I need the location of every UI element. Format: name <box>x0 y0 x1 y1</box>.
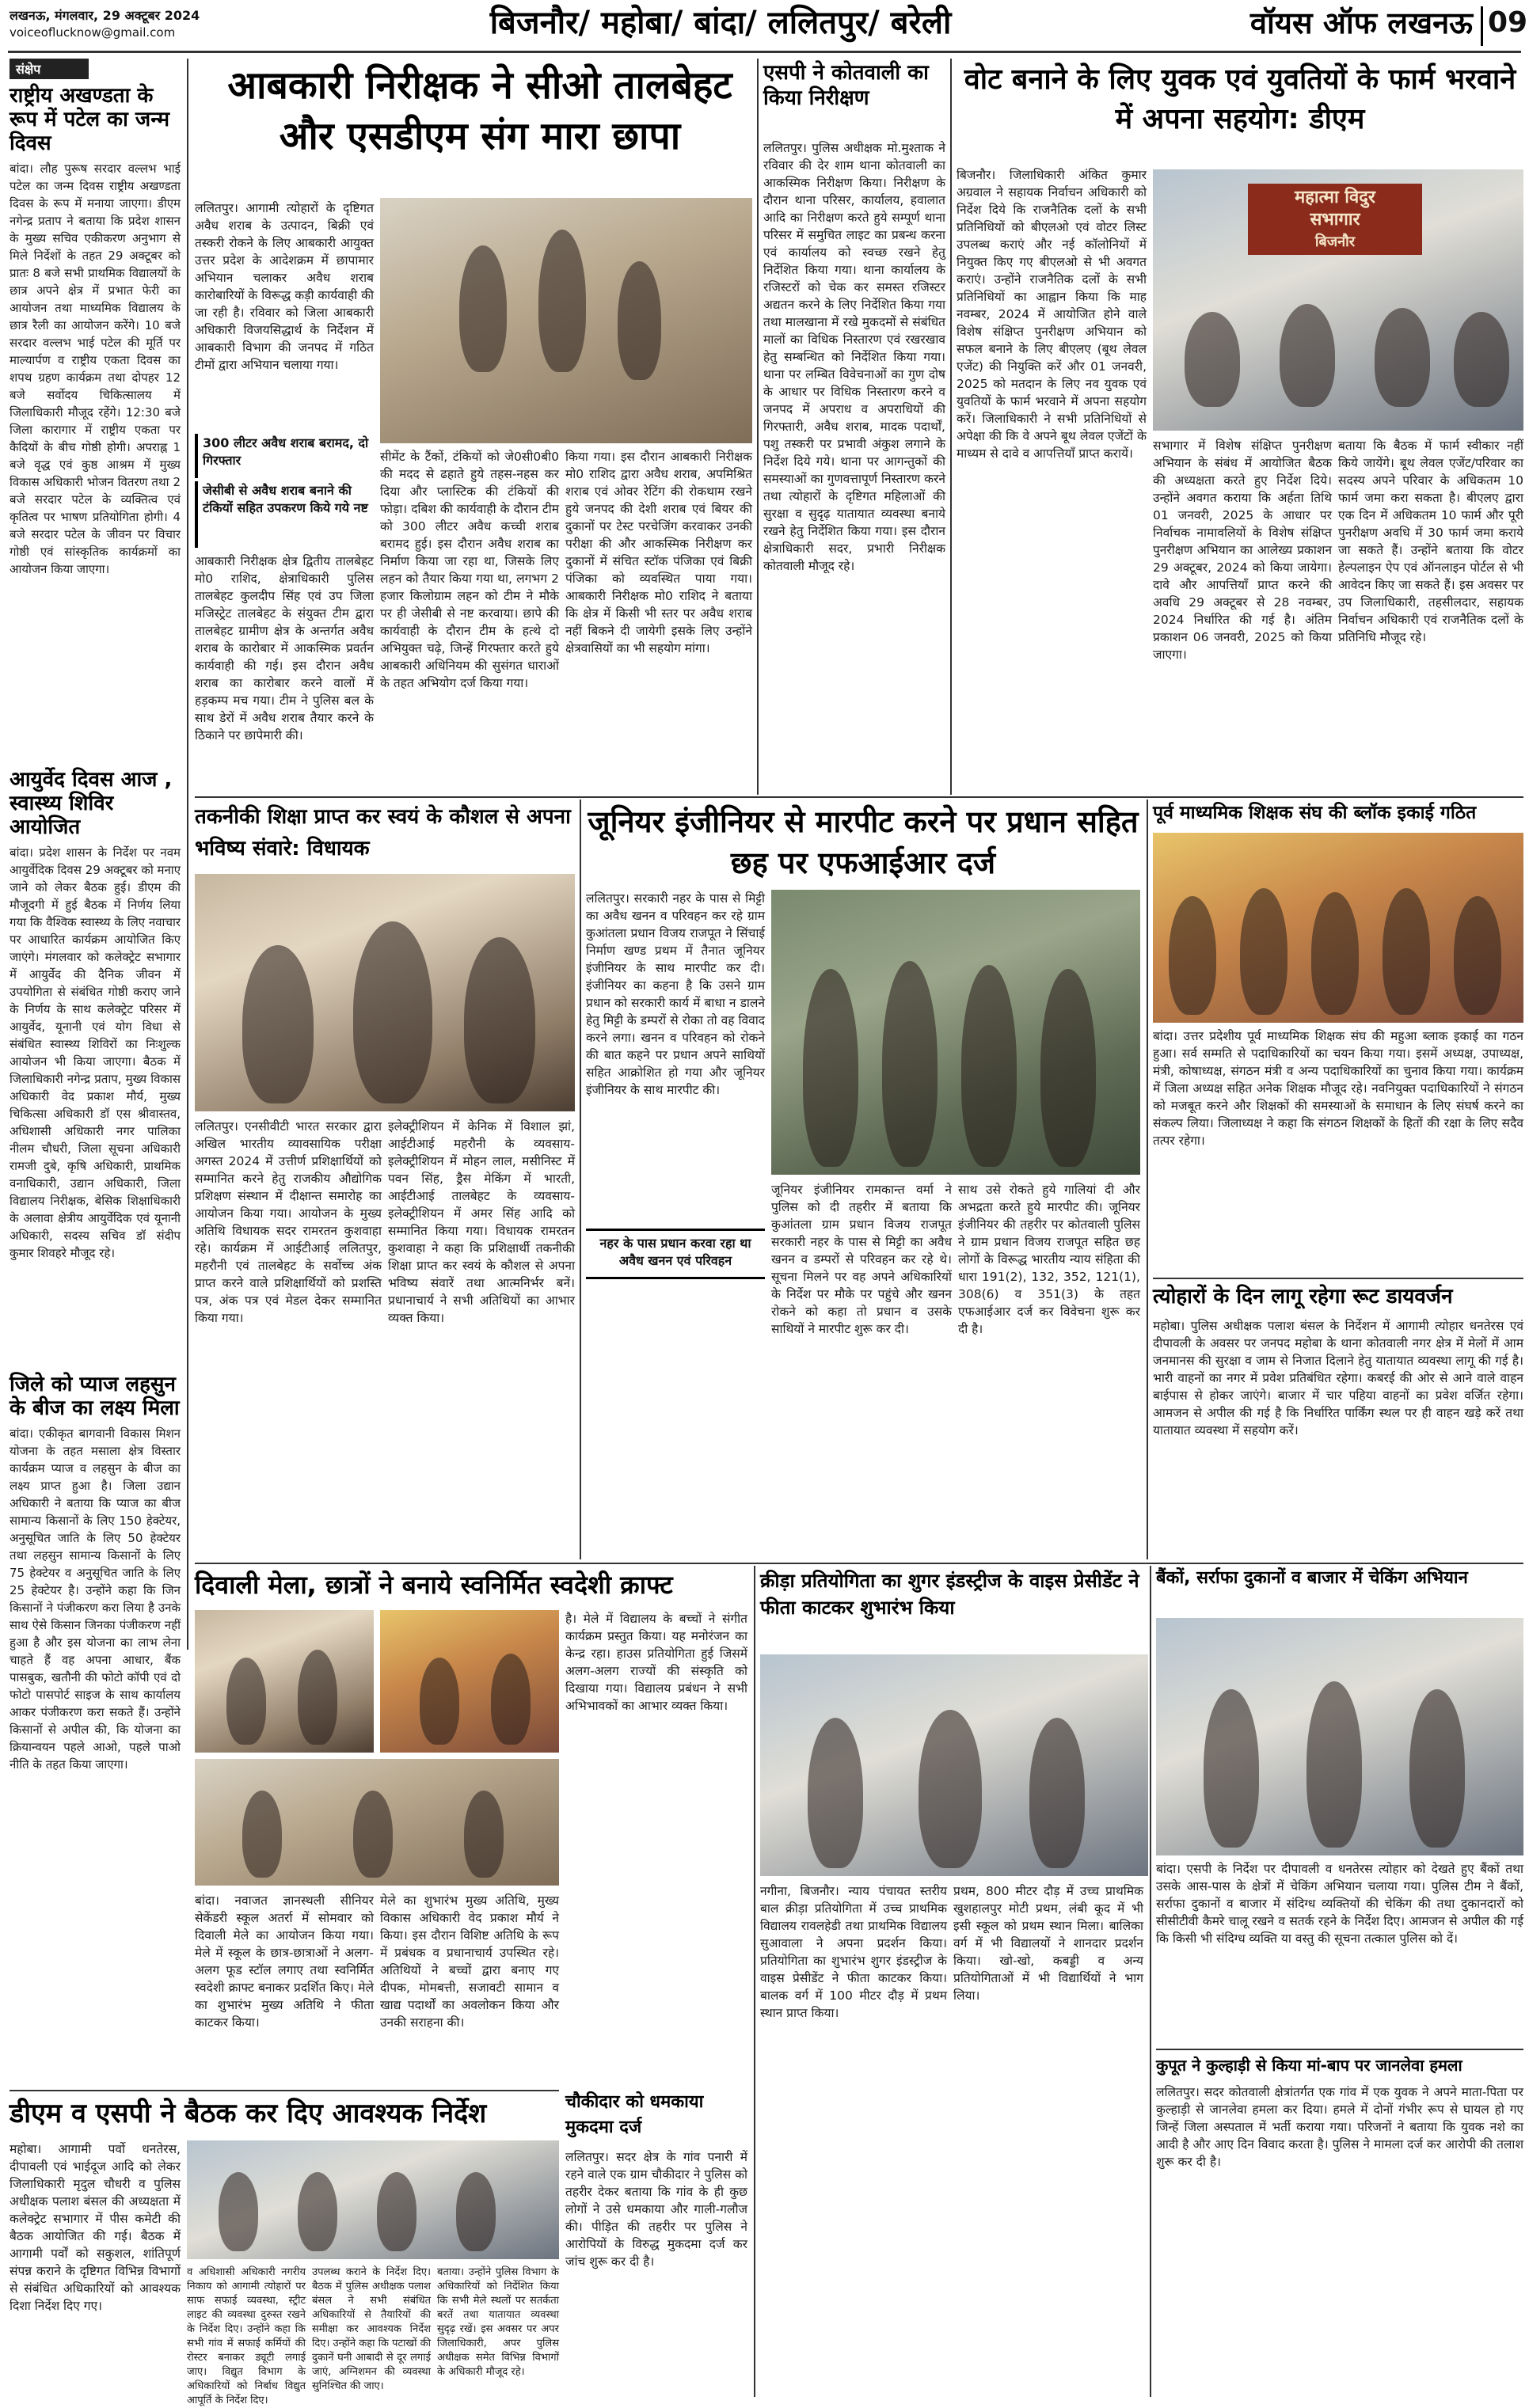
checking-body: बांदा। एसपी के निर्देश पर दीपावली व धनतेरस त्योहार को देखते हुए बैंकों तथा उसके आस-पास के क्षेत्रों में चेकिंग अभियान चलाया गया। पुलिस टीम ने बैंकों, सर्राफा दुकानों व बाजार में संदिग्ध व्यक्तियों की चेकिंग की तथा दुकानदारों को सीसीटीवी कैमरे चालू रखने व सतर्क रहने के निर्देश दिए। आमजन से अपील की गई कि किसी भी संदिग्ध व्यक्ति या वस्तु की सूचना तत्काल पुलिस को दें। <box>1156 1862 1523 1946</box>
rule-route <box>1153 1278 1523 1279</box>
chowkidar-body: ललितपुर। सदर क्षेत्र के गांव पनारी में रहने वाले एक ग्राम चौकीदार ने पुलिस को तहरीर देकर बताया कि गांव के ही कुछ लोगों ने उसे धमकाया और गाली-गलौज की। पीड़ित की तहरीर पर पुलिस ने आरोपियों के विरुद्ध मुकदमा दर्ज कर जांच शुरू कर दी है। <box>565 2150 747 2269</box>
sports-col2: प्रथम, 800 मीटर दौड़ में उच्च प्राथमिक खुशहालपुर मोटी प्रथम, लंबी कूद में भी इसी स्कूल को प्रथम स्थान मिला। बालिका वर्ग में भी विद्यालयों ने शानदार प्रदर्शन किया। खो-खो, कबड्डी व अन्य प्रतियोगिताओं में भी विद्यार्थियों ने भाग लिया। <box>953 1884 1143 2003</box>
sp-body: ललितपुर। पुलिस अधीक्षक मो.मुश्ताक ने रविवार की देर शाम थाना कोतवाली का आकस्मिक निरीक्षण किया। निरीक्षण के दौरान थाना परिसर, कार्यालय, हवालात आदि का निरीक्षण करते हुये सम्पूर्ण थाना परिसर में समुचित लाइट का प्रबन्ध करना एवं कार्यालय को स्वच्छ रखने हेतु निर्देशित किया गया। थाना कार्यालय के रजिस्टरों को चेक कर समस्त रजिस्टर अद्यतन करने के लिए निर्देशित किया गया तथा मालखाना में रखे मुकदमों से संबंधित मालों का विधिक निस्तारण एवं रखरखाव हेतु सम्बन्धित को निर्देशित किया गया। थाना पर लम्बित विवेचनाओं का गुण दोष के आधार पर विधिक निस्तारण करने व जनपद में अपराध व अपराधियों की गिरफ्तारी, अवैध शराब, मादक पदार्थों, पशु तस्करी पर प्रभावी अंकुश लगाने के निर्देश दिये गये। थाना पर आगन्तुकों की समस्याओं का गुणवत्तापूर्ण निस्तारण करने तथा त्योहारों के दृष्टिगत महिलाओं की सुरक्षा व सुदृढ़ यातायात व्यवस्था बनाये रखने हेतु निर्देशित किया गया। इस दौरान क्षेत्राधिकारी सदर, प्रभारी निरीक्षक कोतवाली मौजूद रहे। <box>763 141 945 573</box>
vote-banner-line2: सभागार <box>1310 210 1360 230</box>
excise-divider <box>757 59 759 795</box>
checking-headline: बैंकों, सर्राफा दुकानों व बाजार में चेकिंग अभियान <box>1156 1568 1468 1588</box>
diwali-photo-1 <box>195 1610 374 1753</box>
diwali-col1: बांदा। नवाजत ज्ञानस्थली सीनियर सेकेंडरी स्कूल अतर्रा में सोमवार को दिवाली मेले का आयोजन किया गया। मेले में स्कूल के छात्र-छात्राओं ने अलग-अलग फूड स्टॉल लगाए तथा स्वनिर्मित स्वदेशी क्राफ्ट बनाकर प्रदर्शित किए। मेले का शुभारंभ मुख्य अतिथि ने फीता काटकर किया। <box>195 1893 374 2030</box>
sports-photo <box>760 1654 1148 1876</box>
rule-dmsp <box>10 2090 559 2091</box>
skill-divider <box>580 800 581 1559</box>
brief-title-2: आयुर्वेद दिवस आज , स्वास्थ्य शिविर आयोजित <box>10 768 173 839</box>
skill-col1: ललितपुर। एनसीवीटी भारत सरकार द्वारा अखिल भारतीय व्यावसायिक परीक्षा अगस्त 2024 में उत्तीर्ण प्रशिक्षार्थियों को सम्मानित करने हेतु राजकीय औद्योगिक प्रशिक्षण संस्थान में दीक्षान्त समारोह का आयोजन किया गया। आयोजन के मुख्य अतिथि विधायक सदर रामरतन कुशवाहा रहे। कार्यक्रम में आईटीआई ललितपुर, महरौनी एवं तालबेहट के सर्वोच्च अंक प्राप्त करने वाले प्रशिक्षार्थियों को प्रशस्ति पत्र, अंक पत्र एवं मेडल देकर सम्मानित किया गया। <box>195 1119 382 1325</box>
brief-body-3: बांदा। एकीकृत बागवानी विकास मिशन योजना के तहत मसाला क्षेत्र विस्तार कार्यक्रम प्याज व लहसुन के बीज का लक्ष्य प्राप्त हुआ है। जिला उद्यान अधिकारी ने बताया कि प्याज का बीज सामान्य किसानों के लिए 150 हेक्टेयर, अनुसूचित जाति के लिए 50 हेक्टेयर तथा लहसुन सामान्य किसानों के लिए 75 हेक्टेयर व अनुसूचित जाति के लिए 25 हेक्टेयर है। उन्होंने कहा कि जिन किसानों ने पंजीकरण करा लिया है उनके साथ ऐसे किसान जिनका पंजीकरण नहीं हुआ है और इस योजना का लाभ लेना चाहते हैं वह अपना आधार, बैंक पासबुक, खतौनी की फोटो कॉपी एवं दो फोटो पासपोर्ट साइज के साथ कार्यालय आकर पंजीकरण करा सकते हैं। उन्होंने किसानों से अपील की, कि योजना का क्रियान्वयन पहले आओ, पहले पाओ नीति के तहत किया जाएगा। <box>10 1426 181 1772</box>
sports-divider <box>1150 1566 1151 2397</box>
sp-headline: एसपी ने कोतवाली का किया निरीक्षण <box>763 61 929 110</box>
diwali-divider <box>754 1566 755 2397</box>
brief-body-1: बांदा। लौह पुरूष सरदार वल्लभ भाई पटेल का जन्म दिवस राष्ट्रीय अखण्डता दिवस के रूप में मनाया जाएगा। डीएम नगेन्द्र प्रताप ने बताया कि प्रदेश शासन के मुख्य सचिव एकीकरण अनुभाग से मिले निर्देशों के तहत 29 अक्टूबर को प्रातः 8 बजे सभी प्राथमिक विद्यालयों के छात्र अपने क्षेत्र में प्रभात फेरी का आयोजन तथा माध्यमिक विद्यालय के छात्र रैली का आयोजन करेंगे। 10 बजे सरदार वल्लभ भाई पटेल की मूर्ति पर माल्यार्पण व राष्ट्रीय एकता दिवस का शपथ ग्रहण कार्यक्रम तथा दोपहर 12 बजे सर्वोदय चिकित्सालय में जिलाधिकारी मौजूद रहेंगे। 12:30 बजे जिला कारागार में राष्ट्रीय एकता पर कैदियों के बीच गोष्ठी होगी। अपराह्न 1 बजे वृद्ध एवं कुष्ठ आश्रम में मुख्य विकास अधिकारी भोजन वितरण तथा 2 बजे सरदार पटेल के व्यक्तित्व एवं कृतित्व पर भाषण प्रतियोगिता होगी। 4 बजे सरदार पटेल के जीवन पर विचार गोष्ठी एवं सांस्कृतिक कार्यक्रमों का आयोजन किया जाएगा। <box>10 161 181 576</box>
dmsp-photo <box>187 2140 559 2259</box>
excise-caption1: 300 लीटर अवैध शराब बरामद, दो गिरफ्तार <box>195 434 374 478</box>
vote-photo <box>1153 169 1523 431</box>
vote-headline: वोट बनाने के लिए युवक एवं युवतियों के फार्म भरवाने में अपना सहयोग: डीएम <box>964 63 1516 135</box>
vote-banner-line3: बिजनौर <box>1314 234 1356 250</box>
diwali-col2: मेले का शुभारंभ मुख्य अतिथि, मुख्य विकास अधिकारी वेद प्रकाश मौर्य ने किया। इस दौरान विशिष्ट अतिथि के रूप में प्रबंधक व प्रधानाचार्य उपस्थित रहे। अतिथियों ने बच्चों द्वारा बनाए गए दीपक, मोमबत्ती, सजावटी सामान व खाद्य पदार्थों का अवलोकन किया और उनकी सराहना की। <box>380 1893 559 2030</box>
dmsp-col1: महोबा। आगामी पर्वो धनतेरस, दीपावली एवं भाईदूज आदि को लेकर जिलाधिकारी मृदुल चौधरी व पुलिस अधीक्षक पलाश बंसल की अध्यक्षता में कलेक्ट्रेट सभागार में पीस कमेटी की बैठक आयोजित की गई। बैठक में आगामी पर्वों को सकुशल, शांतिपूर्ण संपन्न कराने के दृष्टिगत विभिन्न विभागों से संबंधित अधिकारियों को आवश्यक दिशा निर्देश दिए गए। <box>10 2142 181 2313</box>
shikshak-headline: पूर्व माध्यमिक शिक्षक संघ की ब्लॉक इकाई गठित <box>1153 803 1477 823</box>
excise-photo-raid <box>380 198 752 443</box>
diwali-headline: दिवाली मेला, छात्रों ने बनाये स्वनिर्मित स्वदेशी क्राफ्ट <box>195 1570 673 1600</box>
je-col3: साथ उसे रोकते हुये गालियां दी और अभद्रता करते हुये मारपीट की। जूनियर इंजीनियर की तहरीर पर कोतवाली पुलिस ने ग्राम प्रधान विजय राजपूत सहित छह लोगों के विरूद्ध भारतीय न्याय संहिता की धारा 191(2), 132, 352, 121(1), 308(6) व 351(3) के तहत एफआईआर दर्ज कर विवेचना शुरू कर दी है। <box>958 1183 1140 1336</box>
sports-headline: क्रीड़ा प्रतियोगिता का शुगर इंडस्ट्रीज के वाइस प्रेसीडेंट ने फीता काटकर शुभारंभ किया <box>760 1570 1139 1619</box>
je-divider <box>1147 800 1148 1559</box>
sports-col1: नगीना, बिजनौर। न्याय पंचायत स्तरीय बाल क्रीड़ा प्रतियोगिता में उच्च प्राथमिक विद्यालय रावलहेडी तथा प्राथमिक विद्यालय सुआवाला ने अपना प्रदर्शन किया। प्रतियोगिता का शुभारंभ शुगर इंडस्ट्रीज के वाइस प्रेसीडेंट ने फीता काटकर किया। बालक वर्ग में 100 मीटर दौड़ में प्रथम स्थान प्राप्त किया। <box>760 1884 947 2020</box>
vote-col3: बताया कि बैठक में फार्म स्वीकार नहीं किये जायेंगे। बूथ लेवल एजेंट/परिवार का सदस्य अपने परिवार के अधिकतम 10 फार्म जमा करा सकता है। बीएलए द्वारा एक दिन में अधिकतम 10 फार्म और पूरी पुनरीक्षण अवधि में 30 फार्म जमा कराये जा सकते हैं। उन्होंने बताया कि वोटर हेल्पलाइन ऐप एवं ऑनलाइन पोर्टल से भी आवेदन किए जा सकते हैं। इस अवसर पर उप जिलाधिकारी, तहसीलदार, सहायक निर्वाचन अधिकारी एवं राजनैतिक दलों के प्रतिनिधि मौजूद रहे। <box>1338 439 1523 644</box>
kupoot-body: ललितपुर। सदर कोतवाली क्षेत्रांतर्गत एक गांव में एक युवक ने अपने माता-पिता पर कुल्हाड़ी से जानलेवा हमला कर दिया। हमले में दोनों गंभीर रूप से घायल हो गए जिन्हें जिला अस्पताल में भर्ती कराया गया। परिजनों ने बताया कि युवक नशे का आदी है और आए दिन विवाद करता है। पुलिस ने मामला दर्ज कर आरोपी की तलाश शुरू कर दी है। <box>1156 2085 1523 2169</box>
je-caption: नहर के पास प्रधान करवा रहा था अवैध खनन एवं परिवहन <box>586 1229 765 1279</box>
excise-headline: आबकारी निरीक्षक ने सीओ तालबेहट और एसडीएम संग मारा छापा <box>227 63 732 158</box>
je-photo <box>771 890 1140 1175</box>
excise-col1: ललितपुर। आगामी त्योहारों के दृष्टिगत अवैध शराब के उत्पादन, बिक्री एवं तस्करी रोकने के लिए आबकारी आयुक्त उत्तर प्रदेश के आदेशक्रम में छापामार अभियान चलाकर अवैध शराब कारोबारियों के विरूद्ध कड़ी कार्यवाही की जा रही है। रविवार को जिला आबकारी अधिकारी विजयसिद्धार्थ के निर्देशन में आबकारी विभाग की जनपद में गठित टीमों द्वारा अभियान चलाया गया। <box>195 201 375 372</box>
excise-col1b: आबकारी निरीक्षक क्षेत्र द्वितीय तालबेहट मो0 राशिद, क्षेत्राधिकारी पुलिस तालबेहट कुलदीप सिंह एवं उप जिला मजिस्ट्रेट तालबेहट के संयुक्त टीम द्वारा तालबेहट ग्रामीण क्षेत्र के अन्तर्गत अवैध शराब के कारोबार में आकस्मिक प्रवर्तन कार्यवाही की गई। इस दौरान अवैध शराब का कारोबार करने वालों में हड़कम्प मच गया। टीम ने पुलिस बल के साथ डेरों में अवैध शराब तैयार करने के ठिकाने पर छापेमारी की। <box>195 554 374 743</box>
shikshak-body: बांदा। उत्तर प्रदेशीय पूर्व माध्यमिक शिक्षक संघ की महुआ ब्लाक इकाई का गठन हुआ। सर्व सम्मति से पदाधिकारियों का चयन किया गया। इसमें अध्यक्ष, उपाध्यक्ष, मंत्री, कोषाध्यक्ष, संगठन मंत्री व अन्य पदाधिकारियों का चुनाव किया गया। कार्यक्रम में जिला अध्यक्ष सहित अनेक शिक्षक मौजूद रहे। नवनियुक्त पदाधिकारियों ने संगठन को मजबूत करने और शिक्षकों की समस्याओं के समाधान के लिए संघर्ष करने का संकल्प लिया। जिलाध्यक्ष ने कहा कि संगठन शिक्षकों के हितों की रक्षा के लिए सदैव तत्पर रहेगा। <box>1153 1029 1523 1148</box>
dmsp-col4: बताया। उन्होंने पुलिस विभाग के अधिकारियों को निर्देशित किया कि सभी मेले स्थलों पर सतर्कता बरतें तथा यातायात व्यवस्था सुदृढ़ रखें। इस अवसर पर अपर जिलाधिकारी, अपर पुलिस अधीक्षक समेत विभिन्न विभागों के अधिकारी मौजूद रहे। <box>437 2266 559 2378</box>
dmsp-col3: उपलब्ध कराने के निर्देश दिए। बैठक में पुलिस अधीक्षक पलाश बंसल ने सभी संबंधित अधिकारियों से तैयारियों की समीक्षा कर आवश्यक निर्देश दिए। उन्होंने कहा कि पटाखों की दुकानें घनी आबादी से दूर लगाई जाएं, अग्निशमन की व्यवस्था सुनिश्चित की जाए। <box>312 2266 431 2392</box>
je-col2: जूनियर इंजीनियर रामकान्त वर्मा ने पुलिस को दी तहरीर में बताया कि कुआंतला ग्राम प्रधान विजय राजपूत सरकारी नहर के पास से मिट्टी का अवैध खनन व डम्परों से परिवहन कर रहे थे। सूचना मिलने पर वह अपने अधिकारियों के निर्देश पर मौके पर पहुंचे और खनन रोकने को कहा तो प्रधान व उसके साथियों ने मारपीट शुरू कर दी। <box>771 1183 952 1336</box>
masthead-rule <box>8 51 1521 53</box>
brief-label: संक्षेप <box>10 59 89 79</box>
brief-divider <box>187 59 188 1650</box>
vote-photo-banner <box>1248 184 1422 255</box>
skill-headline: तकनीकी शिक्षा प्राप्त कर स्वयं के कौशल से अपना भविष्य संवारे: विधायक <box>195 805 571 860</box>
diwali-photo-3 <box>195 1759 559 1886</box>
brief-body-2: बांदा। प्रदेश शासन के निर्देश पर नवम आयुर्वेदिक दिवस 29 अक्टूबर को मनाए जाने को लेकर बैठक हुई। डीएम की मौजूदगी में हुई बैठक में निर्णय लिया गया कि वैश्विक स्वास्थ्य के लिए नवाचार पर आधारित कार्यक्रम आयोजित किए जाएंगे। मंगलवार को कलेक्ट्रेट सभागार में आयुर्वेद की दैनिक जीवन में उपयोगिता से संबंधित गोष्ठी कराए जाने के निर्णय के साथ कलेक्ट्रेट परिसर में आयुर्वेद, यूनानी एवं योग विधा से संबंधित स्वास्थ्य शिविरों का निःशुल्क आयोजन भी किया जाएगा। बैठक में जिलाधिकारी नगेन्द्र प्रताप, मुख्य विकास अधिकारी वेद प्रकाश मौर्य, मुख्य चिकित्सा अधिकारी डॉ एस श्रीवास्तव, अधिशासी अधिकारी नगर पालिका नीलम चौधरी, जिला सूचना अधिकारी रामजी दुबे, कृषि अधिकारी, प्राथमिक वनाधिकारी, उद्यान अधिकारी, जिला विद्यालय निरीक्षक, बेसिक शिक्षाधिकारी के अलावा क्षेत्रीय आयुर्वेदिक एवं यूनानी अधिकारी, सदस्य सचिव डॉ संदीप कुमार शिवहरे मौजूद रहे। <box>10 845 181 1260</box>
brief-column <box>10 84 181 2395</box>
je-col1: ललितपुर। सरकारी नहर के पास से मिट्टी का अवैध खनन व परिवहन कर रहे ग्राम कुआंतला प्रधान विजय राजपूत ने सिंचाई निर्माण खण्ड प्रथम में तैनात जूनियर इंजीनियर के साथ मारपीट कर दी। इंजीनियर का कहना है कि उसने ग्राम प्रधान को सरकारी कार्य में बाधा न डालने हेतु मिट्टी के डम्परों से रोका तो वह विवाद करने लगा। खनन व परिवहन को रोकने की बात कहने पर प्रधान अपने साथियों सहित आक्रोशित हो गया और जूनियर इंजीनियर के साथ मारपीट की। <box>586 891 765 1097</box>
chowkidar-headline: चौकीदार को धमकाया मुकदमा दर्ज <box>565 2092 704 2137</box>
checking-photo <box>1156 1618 1523 1855</box>
excise-caption2: जेसीबी से अवैध शराब बनाने की टंकियों सहित उपकरण किये गये नष्ट <box>195 481 374 548</box>
vote-banner-line1: महात्मा विदुर <box>1295 188 1375 207</box>
route-body: महोबा। पुलिस अधीक्षक पलाश बंसल के निर्देशन में आगामी त्योहार धनतेरस एवं दीपावली के अवसर पर जनपद महोबा के थाना कोतवाली नगर क्षेत्र में मेलों में आम जनमानस की सुरक्षा व जाम से निजात दिलाने हेतु यातायात व्यवस्था लागू की गई है। भारी वाहनों का नगर में प्रवेश प्रतिबंधित रहेगा। कबरई की ओर से आने वाले वाहन बाईपास से होकर जाएंगे। बाजार में चार पहिया वाहनों का प्रवेश वर्जित रहेगा। आमजन से अपील की गई है कि निर्धारित पार्किंग स्थल पर ही वाहन खड़े करें तथा यातायात व्यवस्था में सहयोग करें। <box>1153 1319 1523 1438</box>
paper-name: वॉयस ऑफ लखनऊ <box>1249 6 1473 40</box>
section-title: बिजनौर/ महोबा/ बांदा/ ललितपुर/ बरेली <box>489 5 952 41</box>
masthead-email[interactable]: voiceoflucknow@gmail.com <box>10 25 176 40</box>
brief-title-3: जिले को प्याज लहसुन के बीज का लक्ष्य मिला <box>10 1373 180 1420</box>
vote-col2: सभागार में विशेष संक्षिप्त पुनरीक्षण अभियान के संबंध में आयोजित बैठक की अध्यक्षता करते हुए निर्देश दिये। उन्होंने अवगत कराया कि अर्हता तिथि 01 जनवरी, 2025 के आधार पर निर्वाचक नामावलियों के विशेष संक्षिप्त पुनरीक्षण अभियान का आलेख्य प्रकाशन 29 अक्टूबर, 2024 को किया जायेगा। दावे और आपत्तियाँ प्राप्त करने की अवधि 29 अक्टूबर से 28 नवम्बर, 2024 निर्धारित की गई है। अंतिम प्रकाशन 06 जनवरी, 2025 को किया जाएगा। <box>1153 439 1332 662</box>
rule-row1 <box>195 796 1523 798</box>
brief-title-1: राष्ट्रीय अखण्डता के रूप में पटेल का जन्म दिवस <box>10 84 170 155</box>
skill-col2: इलेक्ट्रीशियन में केनिक में विशाल झां, आईटीआई महरौनी के व्यवसाय-इलेक्ट्रीशियन में मोहन लाल, मसीनिस्ट में पवन सिंह, ड्रैस मेकिंग में भारती, आईटीआई तालबेहट के व्यवसाय-इलेक्ट्रीशियन में अमर सिंह आदि को सम्मानित किया गया। विधायक रामरतन कुशवाहा ने कहा कि प्रशिक्षार्थी तकनीकी शिक्षा प्राप्त कर स्वयं के कौशल से अपना भविष्य संवारें तथा आत्मनिर्भर बनें। प्रधानाचार्य ने सभी अतिथियों का आभार व्यक्त किया। <box>388 1119 575 1325</box>
kupoot-headline: कुपूत ने कुल्हाड़ी से किया मां-बाप पर जानलेवा हमला <box>1156 2056 1462 2075</box>
je-headline: जूनियर इंजीनियर से मारपीट करने पर प्रधान सहित छह पर एफआईआर दर्ज <box>588 804 1139 880</box>
sp-divider <box>950 59 952 795</box>
route-headline: त्योहारों के दिन लागू रहेगा रूट डायवर्जन <box>1153 1285 1453 1308</box>
diwali-col3: है। मेले में विद्यालय के बच्चों ने संगीत कार्यक्रम प्रस्तुत किया। यह मनोरंजन का केन्द्र रहा। हाउस प्रतियोगिता हुई जिसमें अलग-अलग राज्यों की संस्कृति को दिखाया गया। विद्यालय प्रबंधन ने सभी अभिभावकों का आभार व्यक्त किया। <box>565 1612 747 1713</box>
rule-kupoot <box>1156 2049 1523 2050</box>
vote-col1: बिजनौर। जिलाधिकारी अंकित कुमार अग्रवाल ने सहायक निर्वाचन अधिकारी को निर्देश दिये कि राजनैतिक दलों के सभी प्रतिनिधियों को बीएलओ एवं वोटर लिस्ट उपलब्ध कराएं और नई कॉलोनियों में नियुक्त किए गए बीएलओ से भी अवगत कराएं। उन्होंने राजनैतिक दलों के सभी प्रतिनिधियों का आह्वान किया कि माह नवम्बर, 2024 में आयोजित होने वाले विशेष संक्षिप्त पुनरीक्षण अभियान को सफल बनाने के लिए बीएलए (बूथ लेवल एजेंट) की नियुक्ति करें और 01 जनवरी, 2025 को मतदान के लिए नव युवक एवं युवतियों के फार्म भरवाने में अपना सहयोग करें। जिलाधिकारी ने सभी प्रतिनिधियों से अपेक्षा की कि वे अपने बूथ लेवल एजेंटों के माध्यम से दावे व आपत्तियाँ प्राप्त करायें। <box>957 168 1147 461</box>
page-number: 09 <box>1481 6 1525 46</box>
skill-photo <box>195 874 575 1111</box>
excise-col2: सीमेंट के टैंकों, टंकियों को जे0सी0बी0 की मदद से ढहाते हुये तहस-नहस कर दिया और प्लास्टिक की टंकियों की फोड़ा। दबिश की कार्यवाही के दौरान टीम को 300 लीटर अवैध कच्ची शराब बरामद हुई। इस दौरान अवैध शराब का निर्माण किया जा रहा था, जिसके लिए लहन को तैयार किया गया था, लगभग 2 हजार किलोग्राम लहन को टीम ने मौके पर ही जेसीबी से नष्ट करवाया। छापे की कार्यवाही के दौरान टीम के हत्थे दो अभियुक्त चढ़े, जिन्हें गिरफ्तार करते हुये आबकारी अधिनियम की सुसंगत धाराओं के तहत अभियोग दर्ज किया गया। <box>380 450 559 690</box>
shikshak-photo <box>1153 833 1523 1023</box>
masthead-dateline: लखनऊ, मंगलवार, 29 अक्टूबर 2024 <box>10 8 200 23</box>
rule-row2 <box>195 1563 1523 1564</box>
diwali-photo-2 <box>380 1610 559 1753</box>
dmsp-col2: व अधिशासी अधिकारी नगरीय निकाय को आगामी त्योहारों पर साफ सफाई व्यवस्था, स्ट्रीट लाइट की व्यवस्था दुरुस्त रखने के निर्देश दिए। उन्होंने कहा कि सभी गांव में सफाई कर्मियों की रोस्टर बनाकर ड्यूटी लगाई जाए। विद्युत विभाग के अधिकारियों को निर्बाध विद्युत आपूर्ति के निर्देश दिए। <box>187 2266 306 2406</box>
dmsp-headline: डीएम व एसपी ने बैठक कर दिए आवश्यक निर्देश <box>10 2098 487 2129</box>
excise-col3: किया गया। इस दौरान आबकारी निरीक्षक मो0 राशिद द्वारा अवैध शराब, अपमिश्रित शराब एवं ओवर रेटिंग की रोकथाम रखने हुये जनपद की देशी शराब एवं बियर की दुकानों पर टेस्ट परचेजिंग करवाकर उनकी परीक्षा की और आकस्मिक निरीक्षण कर दुकानों में संचित स्टॉक पंजिका एवं बिक्री पंजिका को व्यवस्थित पाया गया। आबकारी निरीक्षक मो0 राशिद ने बताया कि क्षेत्र में किसी भी स्तर पर अवैध शराब नहीं बिकने दी जायेगी इसके लिए उन्होंने क्षेत्रवासियों का भी सहयोग मांगा। <box>565 450 752 655</box>
